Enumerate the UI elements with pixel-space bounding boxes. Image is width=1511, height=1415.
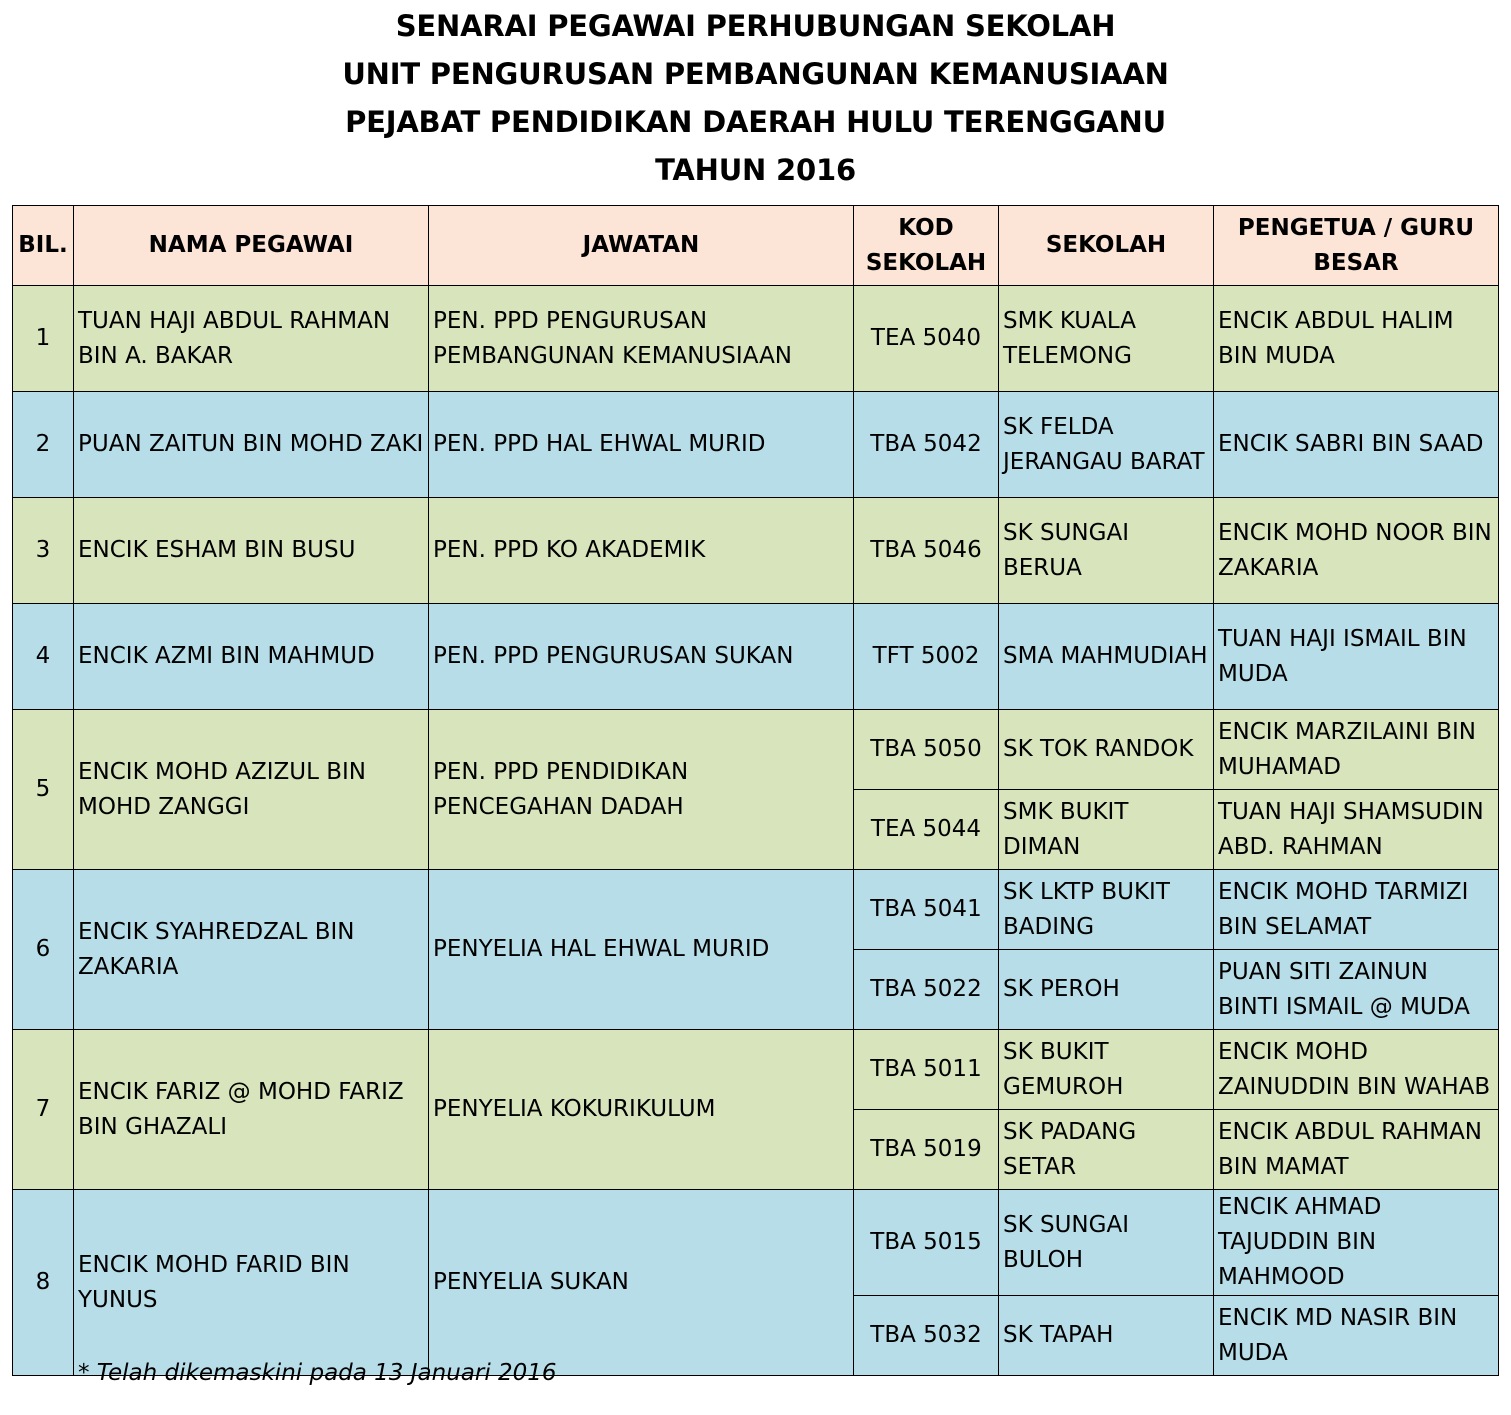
table-body <box>13 286 1499 1376</box>
table-row <box>13 392 1499 498</box>
cell-sekolah: SMA MAHMUDIAH <box>999 604 1214 710</box>
cell-kod-sekolah: TBA 5042 <box>854 392 999 498</box>
cell-jawatan: PEN. PPD HAL EHWAL MURID <box>429 392 854 498</box>
header-sekolah: SEKOLAH <box>999 206 1214 286</box>
cell-sekolah: SK PEROH <box>999 950 1214 1030</box>
table-row <box>13 870 1499 950</box>
cell-pengetua: PUAN SITI ZAINUN BINTI ISMAIL @ MUDA <box>1214 950 1499 1030</box>
cell-jawatan: PENYELIA SUKAN <box>429 1190 854 1376</box>
table-row <box>13 498 1499 604</box>
cell-bil: 2 <box>13 392 74 498</box>
update-footnote: * Telah dikemaskini pada 13 Januari 2016 <box>78 1360 557 1386</box>
cell-sekolah: SMK KUALA TELEMONG <box>999 286 1214 392</box>
cell-kod-sekolah: TBA 5022 <box>854 950 999 1030</box>
cell-sekolah: SK TOK RANDOK <box>999 710 1214 790</box>
cell-pengetua: ENCIK ABDUL RAHMAN BIN MAMAT <box>1214 1110 1499 1190</box>
cell-bil: 3 <box>13 498 74 604</box>
cell-kod-sekolah: TBA 5050 <box>854 710 999 790</box>
cell-bil: 1 <box>13 286 74 392</box>
cell-kod-sekolah: TBA 5011 <box>854 1030 999 1110</box>
table-row <box>13 710 1499 790</box>
table-row <box>13 286 1499 392</box>
cell-nama-pegawai: ENCIK AZMI BIN MAHMUD <box>74 604 429 710</box>
cell-jawatan: PEN. PPD PENGURUSAN SUKAN <box>429 604 854 710</box>
cell-nama-pegawai: ENCIK SYAHREDZAL BIN ZAKARIA <box>74 870 429 1030</box>
officer-roster-table <box>12 205 1499 1376</box>
cell-nama-pegawai: ENCIK MOHD FARID BIN YUNUS <box>74 1190 429 1376</box>
cell-kod-sekolah: TEA 5044 <box>854 790 999 870</box>
cell-bil: 6 <box>13 870 74 1030</box>
cell-pengetua: ENCIK AHMAD TAJUDDIN BIN MAHMOOD <box>1214 1190 1499 1296</box>
table-row <box>13 604 1499 710</box>
cell-kod-sekolah: TBA 5046 <box>854 498 999 604</box>
cell-bil: 7 <box>13 1030 74 1190</box>
header-nama-pegawai: NAMA PEGAWAI <box>74 206 429 286</box>
cell-pengetua: ENCIK ABDUL HALIM BIN MUDA <box>1214 286 1499 392</box>
cell-jawatan: PENYELIA KOKURIKULUM <box>429 1030 854 1190</box>
header-jawatan: JAWATAN <box>429 206 854 286</box>
cell-kod-sekolah: TBA 5041 <box>854 870 999 950</box>
cell-sekolah: SK SUNGAI BULOH <box>999 1190 1214 1296</box>
cell-pengetua: ENCIK SABRI BIN SAAD <box>1214 392 1499 498</box>
cell-pengetua: ENCIK MOHD NOOR BIN ZAKARIA <box>1214 498 1499 604</box>
header-bil: BIL. <box>13 206 74 286</box>
cell-sekolah: SK PADANG SETAR <box>999 1110 1214 1190</box>
document-titles <box>0 4 1511 196</box>
cell-nama-pegawai: ENCIK FARIZ @ MOHD FARIZ BIN GHAZALI <box>74 1030 429 1190</box>
cell-sekolah: SK FELDA JERANGAU BARAT <box>999 392 1214 498</box>
header-pengetua: PENGETUA / GURU BESAR <box>1214 206 1499 286</box>
cell-pengetua: ENCIK MD NASIR BIN MUDA <box>1214 1296 1499 1376</box>
cell-kod-sekolah: TFT 5002 <box>854 604 999 710</box>
cell-pengetua: ENCIK MARZILAINI BIN MUHAMAD <box>1214 710 1499 790</box>
cell-pengetua: TUAN HAJI SHAMSUDIN ABD. RAHMAN <box>1214 790 1499 870</box>
cell-jawatan: PEN. PPD PENDIDIKAN PENCEGAHAN DADAH <box>429 710 854 870</box>
cell-bil: 5 <box>13 710 74 870</box>
cell-sekolah: SMK BUKIT DIMAN <box>999 790 1214 870</box>
cell-kod-sekolah: TBA 5015 <box>854 1190 999 1296</box>
cell-nama-pegawai: PUAN ZAITUN BIN MOHD ZAKI <box>74 392 429 498</box>
cell-jawatan: PEN. PPD PENGURUSAN PEMBANGUNAN KEMANUSIAAN <box>429 286 854 392</box>
cell-kod-sekolah: TEA 5040 <box>854 286 999 392</box>
cell-sekolah: SK TAPAH <box>999 1296 1214 1376</box>
cell-jawatan: PENYELIA HAL EHWAL MURID <box>429 870 854 1030</box>
header-kod-sekolah: KOD SEKOLAH <box>854 206 999 286</box>
table-header-row <box>13 206 1499 286</box>
cell-nama-pegawai: ENCIK MOHD AZIZUL BIN MOHD ZANGGI <box>74 710 429 870</box>
cell-bil: 4 <box>13 604 74 710</box>
table-row <box>13 1190 1499 1296</box>
cell-sekolah: SK BUKIT GEMUROH <box>999 1030 1214 1110</box>
cell-bil: 8 <box>13 1190 74 1376</box>
title-line-2: UNIT PENGURUSAN PEMBANGUNAN KEMANUSIAAN <box>342 57 1169 91</box>
cell-sekolah: SK LKTP BUKIT BADING <box>999 870 1214 950</box>
title-line-3: PEJABAT PENDIDIKAN DAERAH HULU TERENGGANU <box>345 105 1166 139</box>
title-line-4: TAHUN 2016 <box>655 153 856 187</box>
cell-sekolah: SK SUNGAI BERUA <box>999 498 1214 604</box>
table-row <box>13 1030 1499 1110</box>
title-line-1: SENARAI PEGAWAI PERHUBUNGAN SEKOLAH <box>395 9 1116 43</box>
cell-nama-pegawai: ENCIK ESHAM BIN BUSU <box>74 498 429 604</box>
cell-pengetua: TUAN HAJI ISMAIL BIN MUDA <box>1214 604 1499 710</box>
cell-nama-pegawai: TUAN HAJI ABDUL RAHMAN BIN A. BAKAR <box>74 286 429 392</box>
cell-pengetua: ENCIK MOHD ZAINUDDIN BIN WAHAB <box>1214 1030 1499 1110</box>
cell-pengetua: ENCIK MOHD TARMIZI BIN SELAMAT <box>1214 870 1499 950</box>
cell-kod-sekolah: TBA 5019 <box>854 1110 999 1190</box>
cell-kod-sekolah: TBA 5032 <box>854 1296 999 1376</box>
cell-jawatan: PEN. PPD KO AKADEMIK <box>429 498 854 604</box>
